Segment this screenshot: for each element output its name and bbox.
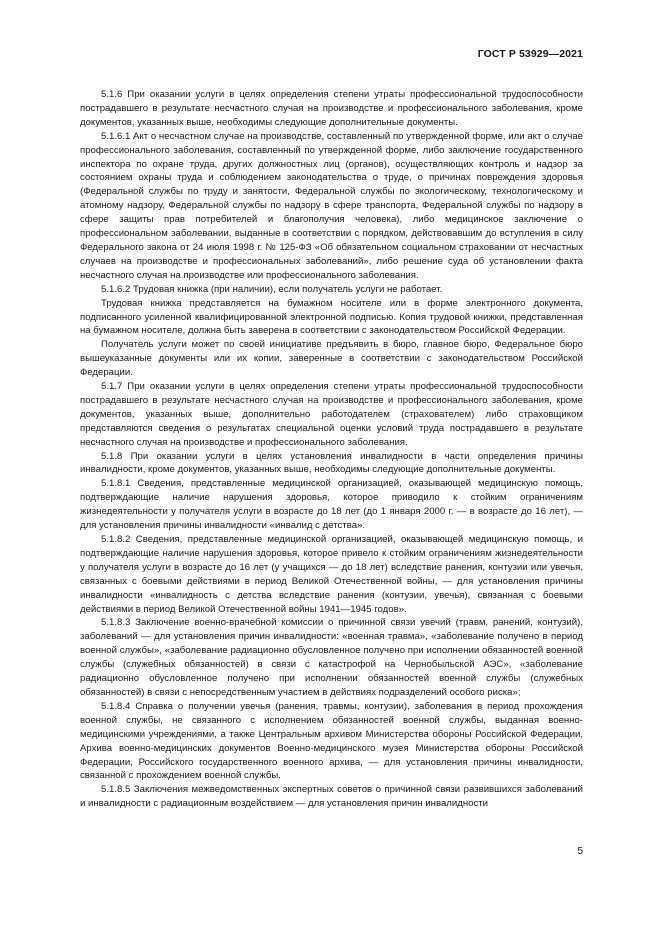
paragraph-5-1-6: 5.1.6 При оказании услуги в целях определения степени утраты профессиональной трудоспособности пострадавшего в результате несчастного случая на производстве и профессионального заболевания, кроме документов, указанных выше, необходимы следующие дополнительные документы. — [80, 89, 583, 128]
paragraph-5-1-8-1: 5.1.8.1 Сведения, представленные медицинской организацией, оказывающей медицинскую помощь, подтверждающие наличие нарушения здоровья, которое приводило к стойким ограничениям жизнедеятельности у получателя услуги в возрасте до 18 лет (до 1 января 2000 г. — в возрасте до 16 лет), — для установления причины инвалидности «инвалид с детства». — [80, 478, 583, 532]
document-body — [80, 88, 583, 811]
paragraph-5-1-8-3: 5.1.8.3 Заключение военно-врачебной комиссии о причинной связи увечий (травм, ранений, контузий), заболеваний — для установления причин инвалидности: «военная травма», «заболевание получено в период военной службы», «заболевание радиационно обусловленное получено при исполнении обязанностей военной службы (служебных обязанностей) в связи с катастрофой на Чернобыльской АЭС», «заболевание радиационно обусловленное получено при исполнении обязанностей военной службы (служебных обязанностей) в связи с непосредственным участием в действиях подразделений особого риска»; — [80, 617, 583, 698]
paragraph-5-1-6-2: 5.1.6.2 Трудовая книжка (при наличии), если получатель услуги не работает. — [101, 283, 443, 295]
paragraph-5-1-8-5: 5.1.8.5 Заключения межведомственных экспертных советов о причинной связи развившихся заболеваний и инвалидности с радиационным воздействием — для установления причин инвалидности — [80, 784, 583, 810]
paragraph-recipient-initiative: Получатель услуги может по своей инициативе предъявить в бюро, главное бюро, Федеральное бюро вышеуказанные документы или их копии, заверенные в соответствии с законодательством Российской Федерации. — [80, 339, 583, 379]
paragraph-labor-book: Трудовая книжка представляется на бумажном носителе или в форме электронного документа, подписанного усиленной квалифицированной электронной подписью. Копия трудовой книжки, представленная на бумажном носителе, должна быть заверена в соответствии с законодательством Российской Федерации. — [80, 297, 583, 337]
paragraph-5-1-8-2: 5.1.8.2 Сведения, представленные медицинской организацией, оказывающей медицинскую помощь, и подтверждающие наличие нарушения здоровья, которое привело к стойким ограничениям жизнедеятельности у получателя услуги в возрасте до 16 лет (у учащихся — до 18 лет) вследствие ранения, контузии или увечья, связанных с боевыми действиями в период Великой Отечественной войны, — для установления причины инвалидности «инвалидность с детства вследствие ранения (контузии, увечья), связанная с боевыми действиями в период Великой Отечественной войны 1941—1945 годов». — [80, 534, 583, 615]
document-header: ГОСТ Р 53929—2021 — [477, 48, 583, 60]
paragraph-5-1-8-4: 5.1.8.4 Справка о получении увечья (ранения, травмы, контузии), заболевания в период прохождения военной службы, не связанного с исполнением обязанностей военной службы, выданная военно-медицинскими учреждениями, а также Центральным архивом Министерства обороны Российской Федерации, Архива военно-медицинских документов Военно-медицинского музея Министерства обороны Российской Федерации, Российского государственного военного архива, — для установления причины инвалидности, связанной с прохождением военной службы. — [80, 700, 583, 782]
paragraph-5-1-7: 5.1.7 При оказании услуги в целях определения степени утраты профессиональной трудоспособности пострадавшего в результате несчастного случая на производстве и профессионального заболевания, кроме документов, указанных выше, дополнительно работодателем (страхователем) либо страховщиком представляются сведения о результатах специальной оценки условий труда пострадавшего в результате несчастного случая на производстве и профессионального заболевания. — [80, 381, 583, 448]
page-number: 5 — [577, 846, 583, 857]
paragraph-5-1-8: 5.1.8 При оказании услуги в целях установления инвалидности в части определения причины инвалидности, кроме документов, указанных выше, необходимы следующие дополнительные документы. — [80, 450, 583, 476]
paragraph-5-1-6-1: 5.1.6.1 Акт о несчастном случае на производстве, составленный по утвержденной форме, или акт о случае профессионального заболевания, составленный по утвержденной форме, либо заключение государственного инспектора по охране труда, других должностных лиц (органов), осуществляющих контроль и надзор за состоянием охраны труда и соблюдением законодательства о труде, о причинах повреждения здоровья (Федеральной службы по труду и занятости, Федеральной службы по экологическому, технологическому и атомному надзору, Федеральной службы по надзору в сфере транспорта, Федеральной службы по надзору в сфере защиты прав потребителей и благополучия человека), либо медицинское заключение о профессиональном заболевании, выданные в соответствии с порядком, действовавшим до вступления в силу Федерального закона от 24 июля 1998 г. № 125-ФЗ «Об обязательном социальном страховании от несчастных случаев на производстве и профессиональных заболеваний», либо решение суда об установлении факта несчастного случая на производстве или профессионального заболевания. — [80, 130, 583, 281]
